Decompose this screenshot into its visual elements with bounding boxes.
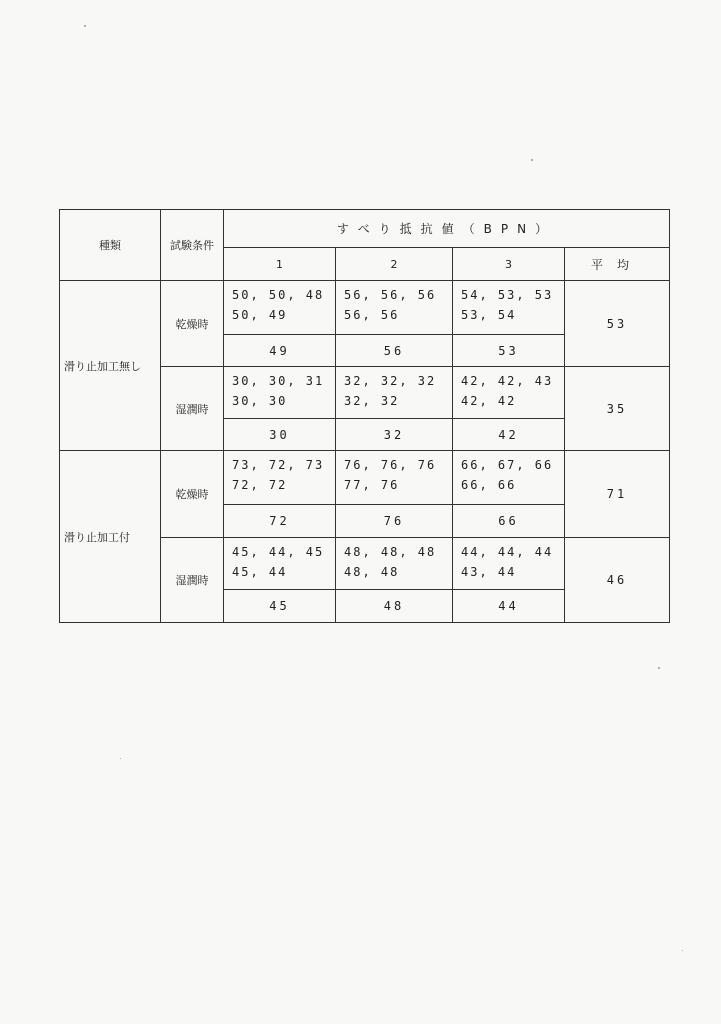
mean-cell: 48 bbox=[336, 590, 453, 623]
condition-cell: 湿潤時 bbox=[161, 538, 224, 623]
condition-cell: 乾燥時 bbox=[161, 281, 224, 367]
raw-values-cell: 48, 48, 48 48, 48 bbox=[336, 538, 453, 590]
raw-values-cell: 42, 42, 43 42, 42 bbox=[453, 367, 565, 419]
mean-cell: 72 bbox=[224, 505, 336, 538]
raw-values-cell: 54, 53, 53 53, 54 bbox=[453, 281, 565, 335]
kind-cell: 滑り止加工付 bbox=[60, 451, 161, 623]
raw-values-cell: 50, 50, 48 50, 49 bbox=[224, 281, 336, 335]
condition-cell: 湿潤時 bbox=[161, 367, 224, 451]
scan-speck bbox=[682, 950, 683, 951]
mean-cell: 30 bbox=[224, 419, 336, 451]
header-condition: 試験条件 bbox=[161, 210, 224, 281]
average-cell: 46 bbox=[565, 538, 670, 623]
raw-values-cell: 73, 72, 73 72, 72 bbox=[224, 451, 336, 505]
header-kind: 種類 bbox=[60, 210, 161, 281]
mean-cell: 32 bbox=[336, 419, 453, 451]
mean-cell: 53 bbox=[453, 335, 565, 367]
average-cell: 53 bbox=[565, 281, 670, 367]
scan-speck bbox=[84, 25, 86, 27]
mean-cell: 45 bbox=[224, 590, 336, 623]
mean-cell: 49 bbox=[224, 335, 336, 367]
header-column-1: 1 bbox=[224, 248, 336, 281]
scan-speck bbox=[531, 159, 533, 161]
average-cell: 35 bbox=[565, 367, 670, 451]
mean-cell: 56 bbox=[336, 335, 453, 367]
average-cell: 71 bbox=[565, 451, 670, 538]
header-slip-resistance: すべり抵抗値（BPN） bbox=[224, 210, 670, 248]
raw-values-cell: 66, 67, 66 66, 66 bbox=[453, 451, 565, 505]
mean-cell: 44 bbox=[453, 590, 565, 623]
slip-resistance-table bbox=[59, 209, 670, 623]
kind-cell: 滑り止加工無し bbox=[60, 281, 161, 451]
raw-values-cell: 76, 76, 76 77, 76 bbox=[336, 451, 453, 505]
header-column-3: 3 bbox=[453, 248, 565, 281]
mean-cell: 76 bbox=[336, 505, 453, 538]
condition-cell: 乾燥時 bbox=[161, 451, 224, 538]
raw-values-cell: 44, 44, 44 43, 44 bbox=[453, 538, 565, 590]
header-column-2: 2 bbox=[336, 248, 453, 281]
scan-speck bbox=[658, 667, 660, 669]
mean-cell: 42 bbox=[453, 419, 565, 451]
scan-speck bbox=[120, 758, 121, 759]
raw-values-cell: 45, 44, 45 45, 44 bbox=[224, 538, 336, 590]
mean-cell: 66 bbox=[453, 505, 565, 538]
raw-values-cell: 32, 32, 32 32, 32 bbox=[336, 367, 453, 419]
header-average: 平均 bbox=[565, 248, 670, 281]
table-row bbox=[60, 451, 670, 505]
raw-values-cell: 30, 30, 31 30, 30 bbox=[224, 367, 336, 419]
table-row bbox=[60, 281, 670, 335]
raw-values-cell: 56, 56, 56 56, 56 bbox=[336, 281, 453, 335]
